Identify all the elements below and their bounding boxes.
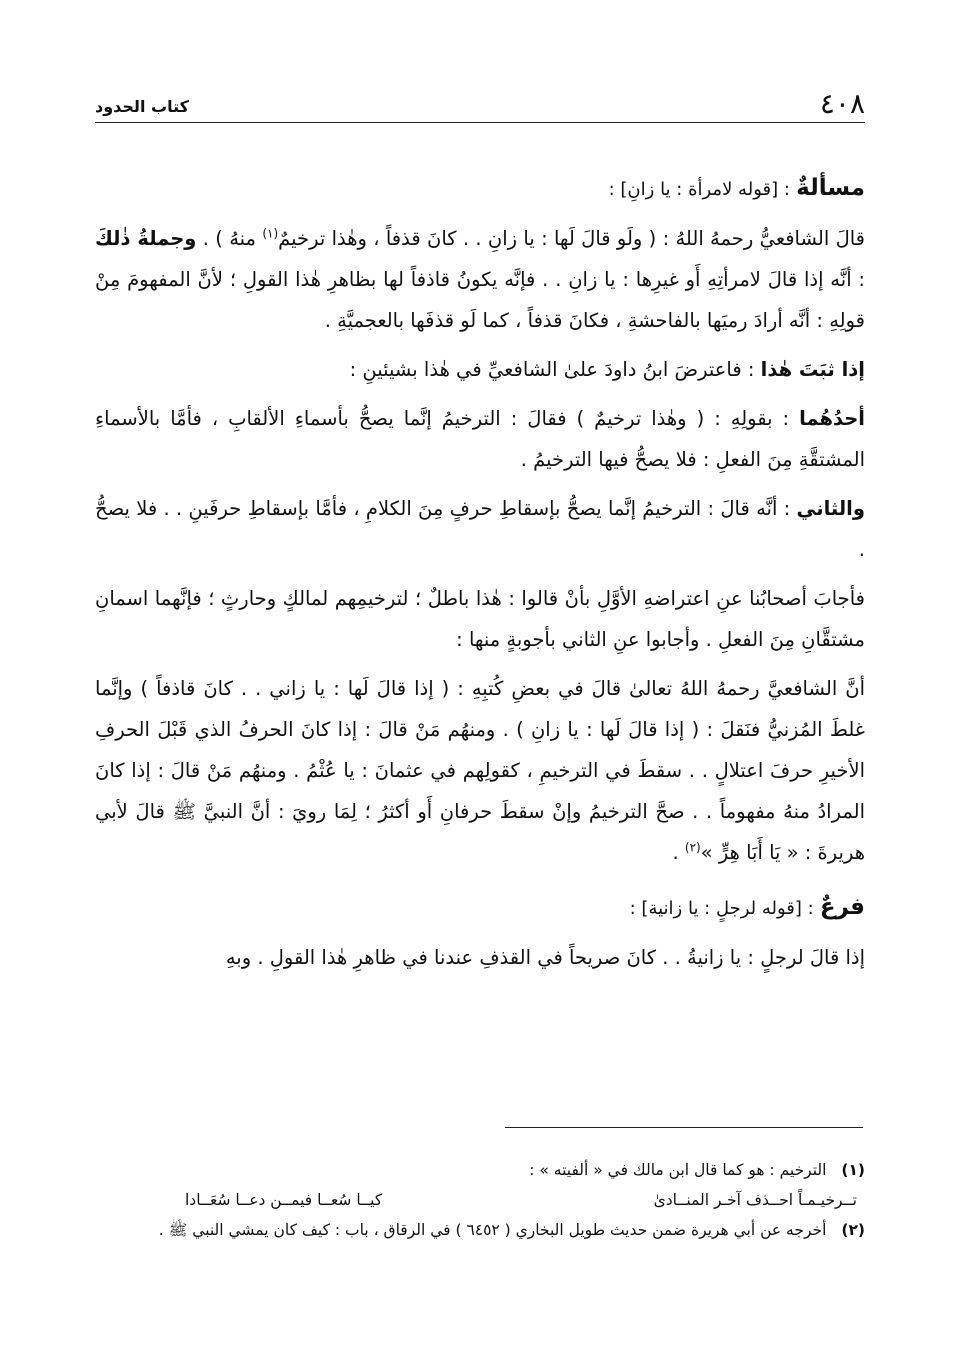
footnote-divider (505, 1127, 863, 1128)
paragraph (95, 218, 865, 341)
paragraph-lead: أحدُهُما (799, 407, 865, 430)
page-number: ٤٠٨ (819, 87, 865, 120)
paragraph-text: أنَّ الشافعيَّ رحمهُ اللهُ تعالىٰ قالَ في بعضِ كُتبِهِ : ( إذا قالَ لَها : يا زاني . . كانَ قاذفاً ) وإنَّما غلطَ المُزنيُّ فنَقلَ : ( إذا قالَ لَها : يا زانِ ) . ومنهُم مَنْ قالَ : إذا كانَ الحرفُ الذي قَبْلَ الحرفِ الأخيرِ حرفَ اعتلالٍ . . سقطَ في الترخيمِ ، كقولِهم في عثمانَ : يا عُثْمُ . ومنهُم مَنْ قالَ : إذا كانَ المرادُ منهُ مفهوماً . . صحَّ الترخيمُ وإنْ سقطَ حرفانِ أَو أكثرُ ؛ لِمَا رويَ : أنَّ النبيَّ ﷺ قالَ لأبي هريرةَ : « يَا أَبَا هِرٍّ » (95, 677, 865, 864)
verse-hemistich-2: كيــا سُعــا فيمــن دعــا سُعَــادا (185, 1191, 383, 1209)
footnote-text: الترخيم : هو كما قال ابن مالك في « ألفيته » : (529, 1161, 827, 1179)
paragraph-text: . (672, 841, 679, 864)
paragraph: إذا قالَ لرجلٍ : يا زانيةُ . . كانَ صريحاً في القذفِ عندنا في ظاهرِ هٰذا القولِ . وبهِ (225, 946, 865, 969)
section-subtitle: : [قوله لامرأة : يا زانِ] : (608, 179, 790, 200)
paragraph (95, 488, 865, 570)
section-heading-1 (95, 168, 865, 210)
section-title: مسألةٌ (796, 175, 865, 201)
footnote-number: (١) (841, 1161, 865, 1179)
footnote-2 (95, 1215, 865, 1245)
section-subtitle: : [قوله لرجلٍ : يا زانية] : (629, 898, 814, 919)
paragraph-text: : أنَّه قالَ : الترخيمُ إنَّما يصحُّ بإسقاطِ حرفٍ مِنَ الكلامِ ، فأمَّا بإسقاطِ حرفَينِ . . فلا يصحُّ . (95, 497, 865, 561)
paragraph (95, 668, 865, 873)
poem-verse (95, 1185, 865, 1215)
main-text (95, 168, 865, 986)
paragraph-text: منهُ ) . (202, 227, 256, 250)
footnote-ref[interactable]: (١) (262, 226, 279, 241)
paragraph: فأجابَ أصحابُنا عنِ اعتراضهِ الأوَّلِ بأنْ قالوا : هٰذا باطلٌ ؛ لترخيمِهم لمالكٍ وحارثٍ ؛ فإنَّهما اسمانِ مشتقَّانِ مِنَ الفعلِ . وأجابوا عنِ الثاني بأجوبةٍ منها : (95, 587, 865, 651)
verse-hemistich-1: تــرخيـمـاً احــذف آخـر المنــادىٰ (653, 1191, 857, 1209)
paragraph-text: : بقولِهِ : ( وهٰذا ترخيمٌ ) فقالَ : الترخيمُ إنَّما يصحُّ بأسماءِ الألقابِ ، فأمَّا بالأسماءِ المشتقَّةِ مِنَ الفعلِ : فلا يصحُّ فيها الترخيمُ . (95, 407, 865, 471)
paragraph-lead: والثاني (796, 497, 865, 520)
footnotes (95, 1155, 865, 1245)
footnote-ref[interactable]: (٢) (684, 840, 701, 855)
paragraph (95, 398, 865, 480)
paragraph-lead: إذا ثبَتَ هٰذا (760, 358, 865, 381)
paragraph (95, 349, 865, 390)
footnote-text: أخرجه عن أبي هريرة ضمن حديث طويل البخاري ( ٦٤٥٢ ) في الرقاق ، باب : كيف كان يمشي النبي ﷺ . (158, 1221, 827, 1239)
running-header (95, 82, 865, 123)
book-title: كتاب الحدود (95, 97, 189, 116)
footnote-number: (٢) (841, 1221, 865, 1239)
footnote-1 (95, 1155, 865, 1185)
paragraph-text: : فاعترضَ ابنُ داودَ علىٰ الشافعيِّ في هٰذا بشيئينِ : (349, 358, 755, 381)
paragraph-text: : أنَّه إذا قالَ لامرأتِهِ أَو غيرِها : يا زانِ . . فإنَّه يكونُ قاذفاً لها بظاهرِ هٰذا القولِ ؛ لأنَّ المفهومَ مِنْ قولِهِ : أنَّه أرادَ رميَها بالفاحشةِ ، فكانَ قذفاً ، كما لَو قذفَها بالعجميَّةِ . (95, 268, 865, 332)
section-title: فرعٌ (819, 894, 865, 920)
section-heading-2 (95, 887, 865, 929)
paragraph-lead: وجملةُ ذٰلكَ (95, 227, 197, 250)
paragraph-text: قالَ الشافعيُّ رحمهُ اللهُ : ( ولَو قالَ لَها : يا زانِ . . كانَ قذفاً ، وهٰذا ترخيمٌ (278, 227, 865, 250)
